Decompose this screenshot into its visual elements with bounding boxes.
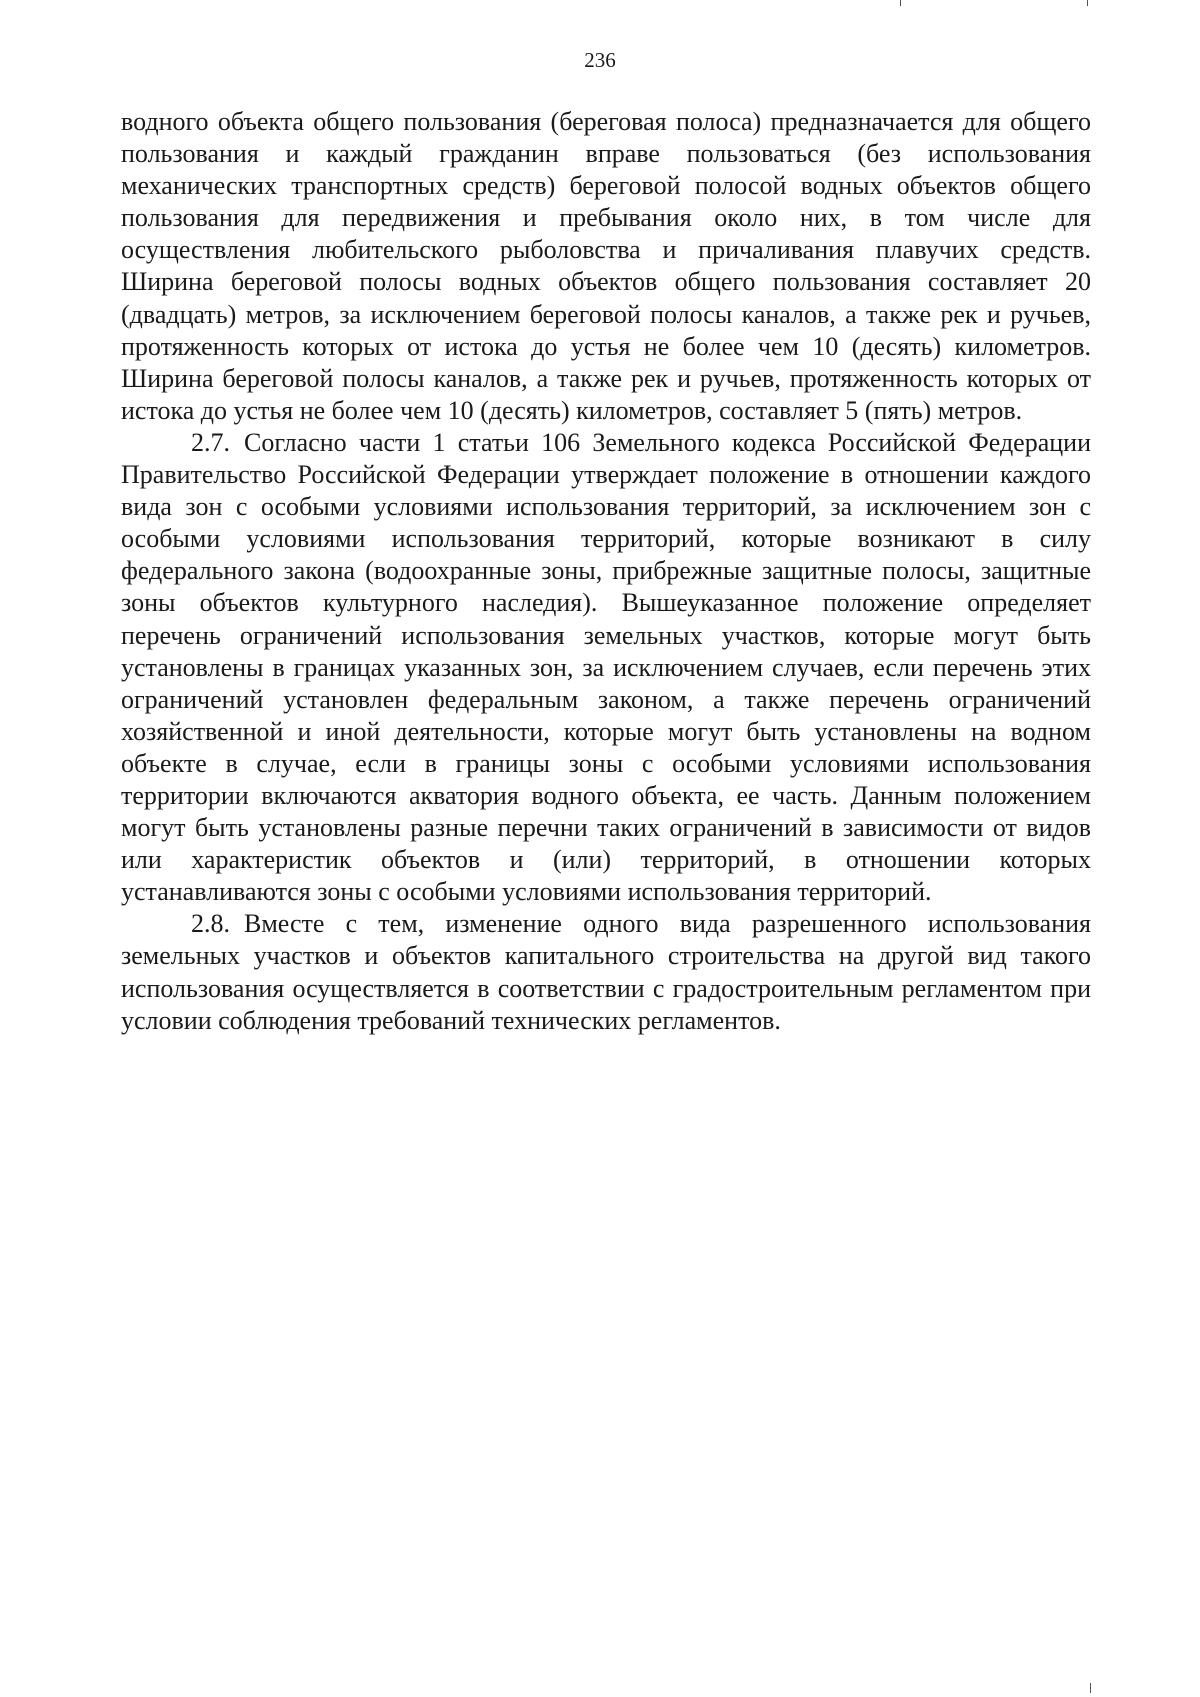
scan-edge-mark [900,0,901,6]
paragraph-continuation [121,106,1091,427]
paragraph-2-8 [121,908,1091,1036]
paragraph-2-7 [121,427,1091,908]
paragraph-text: Согласно части 1 статьи 106 Земельного кодекса Российской Федерации Правительство Российской Федерации утверждает положение в отношении каждого вида зон с особыми условиями использования территорий, за исключением зон с особыми условиями использования территорий, которые возникают в силу федерального закона (водоохранные зоны, прибрежные защитные полосы, защитные зоны объектов культурного наследия). Вышеуказанное положение определяет перечень ограничений использования земельных участков, которые могут быть установлены в границах указанных зон, за исключением случаев, если перечень этих ограничений установлен федеральным законом, а также перечень ограничений хозяйственной и иной деятельности, которые могут быть установлены на водном объекте в случае, если в границы зоны с особыми условиями использования территории включаются акватория водного объекта, ее часть. Данным положением могут быть установлены разные перечни таких ограничений в зависимости от видов или характеристик объектов и (или) территорий, в отношении которых устанавливаются зоны с особыми условиями использования территорий. [121,427,1091,907]
paragraph-number: 2.7. [191,427,230,457]
paragraph-text: Вместе с тем, изменение одного вида разрешенного использования земельных участков и объектов капитального строительства на другой вид такого использования осуществляется в соответствии с градостроительным регламентом при условии соблюдения требований технических регламентов. [121,909,1091,1035]
paragraph-number: 2.8. [191,909,230,939]
page-number: 236 [584,48,616,72]
scan-edge-mark [1090,1683,1091,1693]
scan-edge-mark [1087,0,1088,6]
document-body [121,106,1091,1037]
paragraph-text: водного объекта общего пользования (береговая полоса) предназначается для общего пользования и каждый гражданин вправе пользоваться (без использования механических транспортных средств) береговой полосой водных объектов общего пользования для передвижения и пребывания около них, в том числе для осуществления любительского рыболовства и причаливания плавучих средств. Ширина береговой полосы водных объектов общего пользования составляет 20 (двадцать) метров, за исключением береговой полосы каналов, а также рек и ручьев, протяженность которых от истока до устья не более чем 10 (десять) километров. Ширина береговой полосы каналов, а также рек и ручьев, протяженность которых от истока до устья не более чем 10 (десять) километров, составляет 5 (пять) метров. [121,107,1091,425]
